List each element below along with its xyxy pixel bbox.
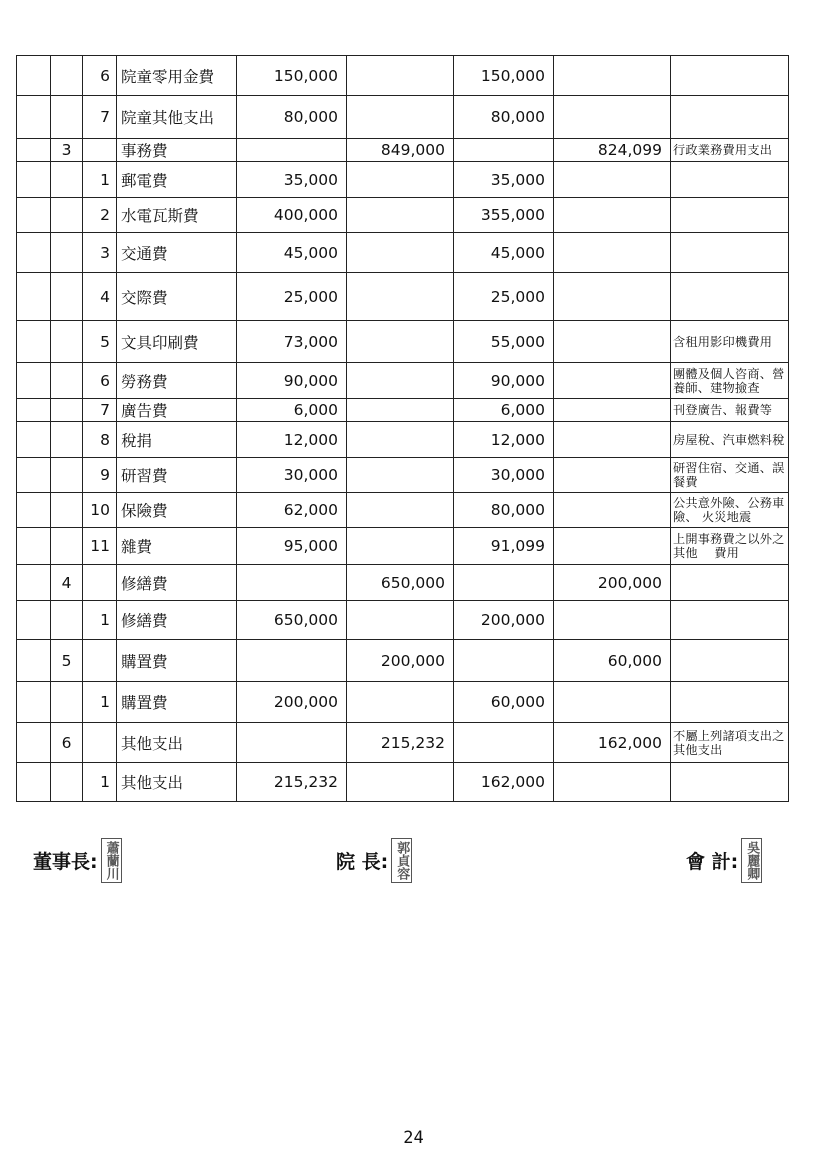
actual-subtotal bbox=[554, 56, 671, 96]
actual-item-amount: 91,099 bbox=[454, 528, 554, 565]
actual-subtotal bbox=[554, 493, 671, 528]
item-name-cell: 文具印刷費 bbox=[117, 321, 237, 363]
table-row bbox=[17, 321, 789, 363]
level2-cell bbox=[51, 96, 83, 139]
note-cell: 含租用影印機費用 bbox=[671, 321, 789, 363]
table-row bbox=[17, 96, 789, 139]
level1-cell bbox=[17, 162, 51, 198]
note-cell bbox=[671, 640, 789, 682]
level3-cell: 8 bbox=[83, 422, 117, 458]
actual-subtotal bbox=[554, 96, 671, 139]
item-name-cell: 購置費 bbox=[117, 640, 237, 682]
budget-subtotal bbox=[347, 458, 454, 493]
budget-item-amount: 90,000 bbox=[237, 363, 347, 399]
actual-item-amount bbox=[454, 640, 554, 682]
budget-subtotal bbox=[347, 493, 454, 528]
budget-subtotal bbox=[347, 162, 454, 198]
level1-cell bbox=[17, 422, 51, 458]
note-cell: 公共意外險、公務車險、 火災地震 bbox=[671, 493, 789, 528]
actual-subtotal bbox=[554, 601, 671, 640]
table-row bbox=[17, 198, 789, 233]
level3-cell bbox=[83, 723, 117, 763]
budget-item-amount: 6,000 bbox=[237, 399, 347, 422]
actual-subtotal bbox=[554, 273, 671, 321]
level1-cell bbox=[17, 763, 51, 802]
level2-cell bbox=[51, 162, 83, 198]
note-cell bbox=[671, 198, 789, 233]
chairman-seal: 蕭蘭川 bbox=[101, 838, 122, 883]
table-row bbox=[17, 565, 789, 601]
level2-cell: 6 bbox=[51, 723, 83, 763]
budget-subtotal bbox=[347, 422, 454, 458]
item-name-cell: 其他支出 bbox=[117, 723, 237, 763]
director-seal: 郭貞容 bbox=[391, 838, 412, 883]
actual-item-amount: 35,000 bbox=[454, 162, 554, 198]
budget-subtotal bbox=[347, 96, 454, 139]
actual-item-amount: 6,000 bbox=[454, 399, 554, 422]
level2-cell bbox=[51, 458, 83, 493]
level1-cell bbox=[17, 139, 51, 162]
table-row bbox=[17, 139, 789, 162]
budget-subtotal bbox=[347, 56, 454, 96]
level3-cell: 9 bbox=[83, 458, 117, 493]
budget-subtotal bbox=[347, 363, 454, 399]
budget-subtotal bbox=[347, 273, 454, 321]
note-cell bbox=[671, 565, 789, 601]
actual-item-amount bbox=[454, 723, 554, 763]
note-cell: 行政業務費用支出 bbox=[671, 139, 789, 162]
note-cell: 房屋稅、汽車燃料稅 bbox=[671, 422, 789, 458]
level3-cell: 1 bbox=[83, 682, 117, 723]
actual-item-amount: 45,000 bbox=[454, 233, 554, 273]
budget-item-amount: 215,232 bbox=[237, 763, 347, 802]
note-cell: 團體及個人咨商、營養師、建物撿查 bbox=[671, 363, 789, 399]
budget-item-amount: 62,000 bbox=[237, 493, 347, 528]
table-row bbox=[17, 273, 789, 321]
accountant-seal: 吳麗卿 bbox=[741, 838, 762, 883]
level2-cell bbox=[51, 198, 83, 233]
budget-subtotal bbox=[347, 198, 454, 233]
level1-cell bbox=[17, 363, 51, 399]
level3-cell bbox=[83, 640, 117, 682]
table-row bbox=[17, 601, 789, 640]
actual-item-amount: 200,000 bbox=[454, 601, 554, 640]
budget-subtotal bbox=[347, 528, 454, 565]
level3-cell: 2 bbox=[83, 198, 117, 233]
level1-cell bbox=[17, 399, 51, 422]
item-name-cell: 購置費 bbox=[117, 682, 237, 723]
note-cell bbox=[671, 162, 789, 198]
budget-item-amount: 25,000 bbox=[237, 273, 347, 321]
level2-cell bbox=[51, 321, 83, 363]
actual-item-amount: 80,000 bbox=[454, 493, 554, 528]
budget-item-amount bbox=[237, 723, 347, 763]
accountant-label: 會 計: bbox=[686, 851, 739, 873]
level1-cell bbox=[17, 321, 51, 363]
level1-cell bbox=[17, 96, 51, 139]
item-name-cell: 交通費 bbox=[117, 233, 237, 273]
table-row bbox=[17, 723, 789, 763]
level1-cell bbox=[17, 640, 51, 682]
table-row bbox=[17, 56, 789, 96]
budget-item-amount bbox=[237, 139, 347, 162]
item-name-cell: 事務費 bbox=[117, 139, 237, 162]
level1-cell bbox=[17, 273, 51, 321]
actual-subtotal: 60,000 bbox=[554, 640, 671, 682]
actual-subtotal bbox=[554, 528, 671, 565]
level2-cell: 4 bbox=[51, 565, 83, 601]
item-name-cell: 雜費 bbox=[117, 528, 237, 565]
level1-cell bbox=[17, 233, 51, 273]
note-cell: 不屬上列諸項支出之其他支出 bbox=[671, 723, 789, 763]
actual-subtotal: 824,099 bbox=[554, 139, 671, 162]
level1-cell bbox=[17, 56, 51, 96]
budget-item-amount: 30,000 bbox=[237, 458, 347, 493]
director-signature bbox=[336, 838, 412, 883]
table-row bbox=[17, 233, 789, 273]
level3-cell bbox=[83, 565, 117, 601]
level3-cell: 1 bbox=[83, 601, 117, 640]
table-row bbox=[17, 528, 789, 565]
level2-cell bbox=[51, 56, 83, 96]
budget-item-amount: 95,000 bbox=[237, 528, 347, 565]
item-name-cell: 廣告費 bbox=[117, 399, 237, 422]
table-row bbox=[17, 399, 789, 422]
level2-cell bbox=[51, 601, 83, 640]
level1-cell bbox=[17, 723, 51, 763]
chairman-label: 董事長: bbox=[33, 851, 98, 873]
budget-item-amount: 35,000 bbox=[237, 162, 347, 198]
budget-subtotal bbox=[347, 321, 454, 363]
level3-cell: 11 bbox=[83, 528, 117, 565]
note-cell bbox=[671, 273, 789, 321]
level3-cell: 7 bbox=[83, 96, 117, 139]
level3-cell: 1 bbox=[83, 162, 117, 198]
item-name-cell: 修繕費 bbox=[117, 601, 237, 640]
table-row bbox=[17, 363, 789, 399]
actual-subtotal bbox=[554, 458, 671, 493]
note-cell bbox=[671, 56, 789, 96]
actual-item-amount: 162,000 bbox=[454, 763, 554, 802]
item-name-cell: 勞務費 bbox=[117, 363, 237, 399]
actual-subtotal bbox=[554, 399, 671, 422]
budget-item-amount: 45,000 bbox=[237, 233, 347, 273]
item-name-cell: 水電瓦斯費 bbox=[117, 198, 237, 233]
actual-item-amount: 12,000 bbox=[454, 422, 554, 458]
actual-subtotal: 200,000 bbox=[554, 565, 671, 601]
note-cell: 刊登廣告、報費等 bbox=[671, 399, 789, 422]
actual-subtotal bbox=[554, 321, 671, 363]
budget-item-amount: 650,000 bbox=[237, 601, 347, 640]
budget-subtotal: 215,232 bbox=[347, 723, 454, 763]
note-cell bbox=[671, 763, 789, 802]
level2-cell bbox=[51, 493, 83, 528]
budget-item-amount: 200,000 bbox=[237, 682, 347, 723]
level1-cell bbox=[17, 682, 51, 723]
budget-item-amount: 400,000 bbox=[237, 198, 347, 233]
level1-cell bbox=[17, 601, 51, 640]
note-cell: 研習住宿、交通、誤餐費 bbox=[671, 458, 789, 493]
budget-item-amount: 80,000 bbox=[237, 96, 347, 139]
actual-subtotal bbox=[554, 198, 671, 233]
note-cell bbox=[671, 601, 789, 640]
actual-item-amount: 25,000 bbox=[454, 273, 554, 321]
item-name-cell: 院童零用金費 bbox=[117, 56, 237, 96]
item-name-cell: 交際費 bbox=[117, 273, 237, 321]
actual-subtotal bbox=[554, 422, 671, 458]
table-row bbox=[17, 458, 789, 493]
item-name-cell: 研習費 bbox=[117, 458, 237, 493]
actual-item-amount: 80,000 bbox=[454, 96, 554, 139]
actual-item-amount: 355,000 bbox=[454, 198, 554, 233]
item-name-cell: 其他支出 bbox=[117, 763, 237, 802]
level3-cell: 6 bbox=[83, 363, 117, 399]
actual-subtotal bbox=[554, 682, 671, 723]
note-cell bbox=[671, 233, 789, 273]
actual-item-amount bbox=[454, 565, 554, 601]
table-row bbox=[17, 422, 789, 458]
chairman-signature bbox=[33, 838, 122, 883]
actual-item-amount: 55,000 bbox=[454, 321, 554, 363]
expense-ledger-table bbox=[16, 55, 789, 802]
budget-item-amount bbox=[237, 640, 347, 682]
page-number: 24 bbox=[403, 1128, 424, 1148]
accountant-signature bbox=[686, 838, 762, 883]
actual-subtotal bbox=[554, 162, 671, 198]
level3-cell bbox=[83, 139, 117, 162]
budget-subtotal: 650,000 bbox=[347, 565, 454, 601]
level3-cell: 7 bbox=[83, 399, 117, 422]
level2-cell bbox=[51, 528, 83, 565]
budget-item-amount: 73,000 bbox=[237, 321, 347, 363]
note-cell bbox=[671, 96, 789, 139]
level1-cell bbox=[17, 198, 51, 233]
director-label: 院 長: bbox=[336, 851, 389, 873]
budget-subtotal bbox=[347, 601, 454, 640]
level3-cell: 6 bbox=[83, 56, 117, 96]
note-cell bbox=[671, 682, 789, 723]
table-row bbox=[17, 640, 789, 682]
actual-subtotal bbox=[554, 363, 671, 399]
budget-subtotal bbox=[347, 682, 454, 723]
item-name-cell: 修繕費 bbox=[117, 565, 237, 601]
level3-cell: 10 bbox=[83, 493, 117, 528]
actual-item-amount bbox=[454, 139, 554, 162]
level3-cell: 4 bbox=[83, 273, 117, 321]
actual-item-amount: 90,000 bbox=[454, 363, 554, 399]
level2-cell: 5 bbox=[51, 640, 83, 682]
budget-subtotal: 849,000 bbox=[347, 139, 454, 162]
budget-item-amount: 150,000 bbox=[237, 56, 347, 96]
item-name-cell: 院童其他支出 bbox=[117, 96, 237, 139]
item-name-cell: 郵電費 bbox=[117, 162, 237, 198]
table-row bbox=[17, 763, 789, 802]
level3-cell: 3 bbox=[83, 233, 117, 273]
actual-item-amount: 60,000 bbox=[454, 682, 554, 723]
level2-cell bbox=[51, 363, 83, 399]
level1-cell bbox=[17, 528, 51, 565]
level1-cell bbox=[17, 493, 51, 528]
level3-cell: 1 bbox=[83, 763, 117, 802]
actual-item-amount: 30,000 bbox=[454, 458, 554, 493]
level1-cell bbox=[17, 565, 51, 601]
level2-cell bbox=[51, 763, 83, 802]
level2-cell bbox=[51, 233, 83, 273]
level2-cell bbox=[51, 682, 83, 723]
budget-item-amount: 12,000 bbox=[237, 422, 347, 458]
item-name-cell: 保險費 bbox=[117, 493, 237, 528]
actual-subtotal: 162,000 bbox=[554, 723, 671, 763]
level3-cell: 5 bbox=[83, 321, 117, 363]
budget-subtotal bbox=[347, 399, 454, 422]
level2-cell bbox=[51, 273, 83, 321]
table-row bbox=[17, 493, 789, 528]
level1-cell bbox=[17, 458, 51, 493]
actual-subtotal bbox=[554, 763, 671, 802]
level2-cell bbox=[51, 399, 83, 422]
item-name-cell: 稅捐 bbox=[117, 422, 237, 458]
table-row bbox=[17, 162, 789, 198]
budget-subtotal bbox=[347, 233, 454, 273]
table-row bbox=[17, 682, 789, 723]
level2-cell bbox=[51, 422, 83, 458]
level2-cell: 3 bbox=[51, 139, 83, 162]
budget-subtotal bbox=[347, 763, 454, 802]
budget-item-amount bbox=[237, 565, 347, 601]
note-cell: 上開事務費之以外之其他 費用 bbox=[671, 528, 789, 565]
budget-subtotal: 200,000 bbox=[347, 640, 454, 682]
actual-item-amount: 150,000 bbox=[454, 56, 554, 96]
actual-subtotal bbox=[554, 233, 671, 273]
